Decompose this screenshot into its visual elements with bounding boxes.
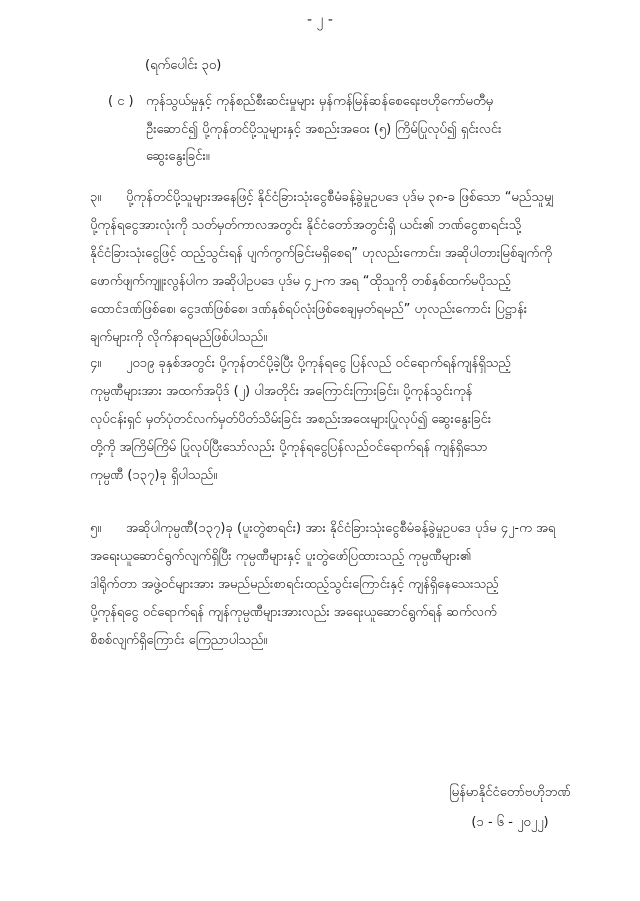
clause-c-line: ကုန်သွယ်မှုနှင့် ကုန်စည်စီးဆင်းမှုများ မှန်ကန်မြန်ဆန်စေရေးဗဟိုကော်မတီမှ bbox=[146, 94, 494, 109]
paragraph-text: ပို့ကုန်တင်ပို့သူများအနေဖြင့် နိုင်ငံခြားသုံးငွေစီမံခန့်ခွဲမှုဥပဒေ ပုဒ်မ ၃၈-ခ ဖြစ်သော “မည်သူမျှ bbox=[126, 190, 554, 205]
clause-c-label: ( င ) bbox=[108, 94, 134, 109]
paragraph-first-line bbox=[90, 515, 582, 543]
clause-c-line: ဦးဆောင်၍ ပို့ကုန်တင်ပို့သူများနှင့် အစည်းအဝေး (၅) ကြိမ်ပြုလုပ်၍ ရှင်းလင်း bbox=[146, 121, 502, 137]
clause-c bbox=[108, 88, 583, 171]
paragraph-text: အဆိုပါကုမ္ပဏီ(၁၃၇)ခု (ပူးတွဲစာရင်း) အား နိုင်ငံခြားသုံးငွေစီမံခန့်ခွဲမှုဥပဒေ ပုဒ်မ ၄၂-က အရ bbox=[126, 521, 556, 536]
paragraph-line: ကုမ္ပဏီ (၁၃၇)ခု ရှိပါသည်။ bbox=[90, 468, 218, 483]
page-number: - ၂ - bbox=[307, 12, 333, 28]
paragraph-line: ချက်များကို လိုက်နာရမည်ဖြစ်ပါသည်။ bbox=[90, 330, 268, 345]
paragraph-line: ပို့ကုန်ရငွေ ဝင်ရောက်ရန် ကျန်ကုမ္ပဏီများအားလည်း အရေးယူဆောင်ရွက်ရန် ဆက်လက် bbox=[90, 605, 497, 620]
paragraph-line: စိစစ်လျက်ရှိကြောင်း ကြေညာပါသည်။ bbox=[90, 633, 268, 648]
paragraph-number: ၅။ bbox=[90, 521, 102, 536]
issue-date: (၁ - ၆ - ၂၀၂၂) bbox=[471, 815, 549, 830]
paragraph-line: နိုင်ငံခြားသုံးငွေဖြင့် ထည့်သွင်းရန် ပျက်ကွက်ခြင်းမရှိစေရ” ဟုလည်းကောင်း၊ အဆိုပါတားမြစ်ချက်ကို bbox=[90, 246, 552, 261]
clause-c-line: ဆွေးနွေးခြင်း။ bbox=[146, 149, 210, 164]
signature-block bbox=[420, 778, 600, 838]
paragraph-line: ပို့ကုန်ရငွေအားလုံးကို သတ်မှတ်ကာလအတွင်း နိုင်ငံတော်အတွင်းရှိ ယင်း၏ ဘဏ်ငွေစာရင်းသို့ bbox=[90, 218, 522, 233]
paragraph-line: ထောင်ဒဏ်ဖြစ်စေ၊ ငွေဒဏ်ဖြစ်စေ၊ ဒဏ်နှစ်ရပ်လုံးဖြစ်စေချမှတ်ရမည်” ဟုလည်းကောင်း ပြဋ္ဌာန်း bbox=[90, 302, 528, 317]
paragraph-line: အရေးယူဆောင်ရွက်လျက်ရှိပြီး ကုမ္ပဏီများနှင့် ပူးတွဲဖော်ပြထားသည့် ကုမ္ပဏီများ၏ bbox=[90, 549, 472, 564]
paragraph-line: လုပ်ငန်းရှင် မှတ်ပုံတင်လက်မှတ်ပိတ်သိမ်းခြင်း အစည်းအဝေးများပြုလုပ်၍ ဆွေးနွေးခြင်း bbox=[90, 412, 492, 427]
paragraph-5 bbox=[90, 515, 582, 655]
paragraph-line: ဒါရိုက်တာ အဖွဲ့ဝင်များအား အမည်မည်းစာရင်းထည့်သွင်းကြောင်းနှင့် ကျန်ရှိနေသေးသည့် bbox=[90, 577, 499, 592]
paragraph-line: ဖောက်ဖျက်ကျူးလွန်ပါက အဆိုပါဥပဒေ ပုဒ်မ ၄၂-က အရ “ထိုသူကို တစ်နှစ်ထက်မပိုသည့် bbox=[90, 274, 511, 289]
paragraph-line: ကုမ္ပဏီများအား အထက်အပိုဒ် (၂) ပါအတိုင်း အကြောင်းကြားခြင်း၊ ပို့ကုန်သွင်းကုန် bbox=[90, 384, 473, 399]
paragraph-4 bbox=[90, 350, 582, 490]
paragraph-number: ၃။ bbox=[90, 190, 102, 205]
issuer-name: မြန်မာနိုင်ငံတော်ဗဟိုဘဏ် bbox=[449, 785, 571, 800]
paragraph-line: တို့ကို အကြိမ်ကြိမ် ပြုလုပ်ပြီးသော်လည်း ပို့ကုန်ရငွေပြန်လည်ဝင်ရောက်ရန် ကျန်ရှိသော bbox=[90, 440, 488, 455]
clause-c-text bbox=[146, 88, 583, 171]
paragraph-first-line bbox=[90, 184, 582, 212]
paragraph-text: ၂၀၁၉ ခုနှစ်အတွင်း ပို့ကုန်တင်ပို့ခဲ့ပြီး ပို့ကုန်ရငွေ ပြန်လည် ဝင်ရောက်ရန်ကျန်ရှိသည့် bbox=[126, 356, 511, 371]
annex-reference: (ရက်ပေါင်း ၃၀) bbox=[145, 58, 222, 73]
paragraph-3 bbox=[90, 184, 582, 352]
paragraph-first-line bbox=[90, 350, 582, 378]
paragraph-number: ၄။ bbox=[90, 356, 102, 371]
